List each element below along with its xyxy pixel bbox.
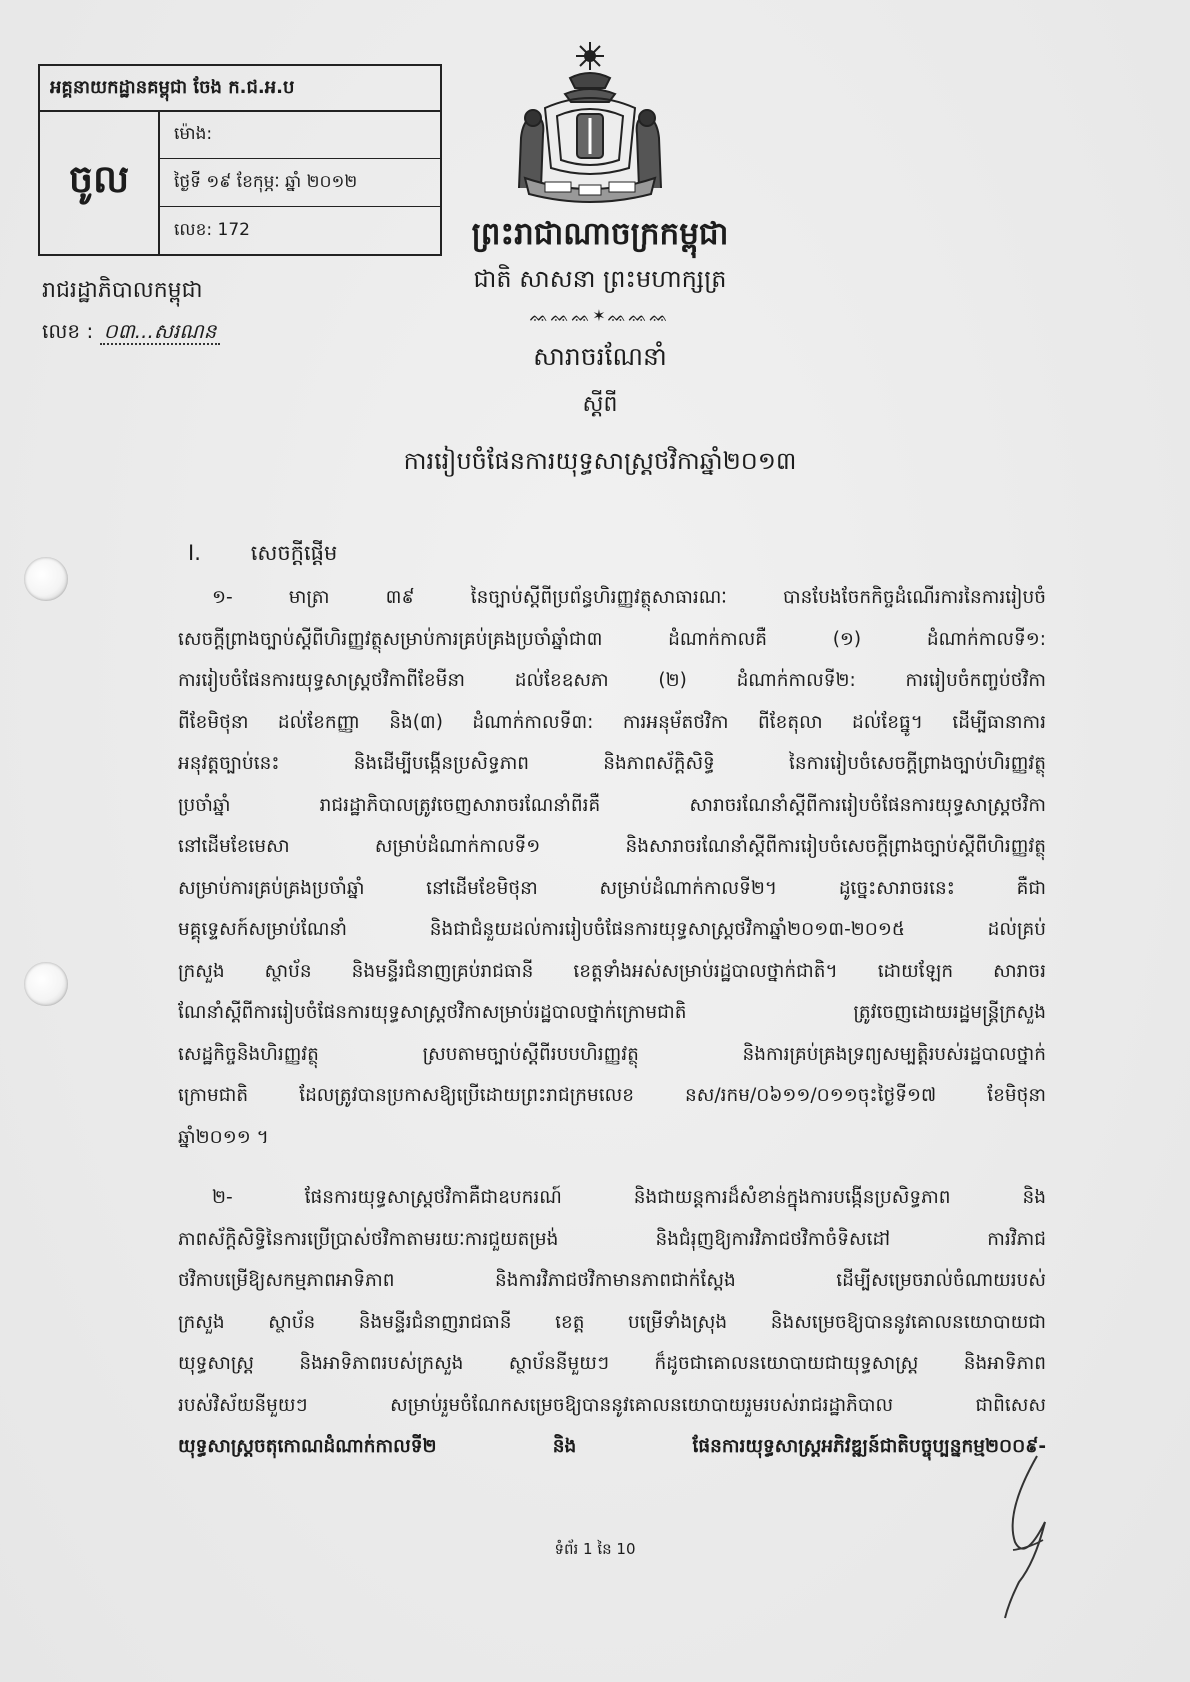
kingdom-name: ព្រះរាជាណាចក្រកម្ពុជា [471, 216, 729, 252]
paragraph-line: អនុវត្តច្បាប់នេះ និងដើម្បីបង្កើនប្រសិទ្ធភាព និងភាពស័ក្តិសិទ្ធិ នៃការរៀបចំសេចក្តីព្រាងច្បាប់ហិរញ្ញវត្ថុ [178, 753, 1046, 774]
section-heading [188, 540, 337, 571]
stamp-number: លេខ: 172 [174, 219, 250, 240]
document-number-value: ០៣...សរណន [100, 319, 221, 345]
document-subject-title: ការរៀបចំផែនការយុទ្ធសាស្ត្រថវិកាឆ្នាំ២០១៣ [403, 447, 797, 475]
stamp-date: ថ្ងៃទី ១៩ ខែកុម្ភៈ ឆ្នាំ ២០១២ [160, 160, 440, 207]
punch-hole-bottom [24, 962, 68, 1006]
paragraph-line: របស់វិស័យនីមួយៗ សម្រាប់រួមចំណែកសម្រេចឱ្យបាននូវគោលនយោបាយរួមរបស់រាជរដ្ឋាភិបាល ជាពិសេស [178, 1394, 1046, 1416]
paragraph-line: នៅដើមខែមេសា សម្រាប់ដំណាក់កាលទី១ និងសារាចរណែនាំស្តីពីការរៀបចំសេចក្តីព្រាងច្បាប់ស្តីពីហិរញ្ញវត្ថុ [178, 836, 1046, 857]
paragraph-line: ឆ្នាំ២០១១ ។ [178, 1126, 269, 1148]
paragraph-line: សេដ្ឋកិច្ចនិងហិរញ្ញវត្ថុ ស្របតាមច្បាប់ស្តីពីរបបហិរញ្ញវត្ថុ និងការគ្រប់គ្រងទ្រព្យសម្បត្តិរបស់រដ្ឋបាលថ្នាក់ [178, 1043, 1046, 1065]
received-stamp [38, 64, 442, 256]
document-number [42, 318, 220, 348]
decorative-ornament: ᨐᨐᨐ✶ᨐᨐᨐ [529, 306, 671, 325]
paragraph-line: ការរៀបចំផែនការយុទ្ធសាស្ត្រថវិកាពីខែមីនា ដល់ខែឧសភា (២) ដំណាក់កាលទី២: ការរៀបចំកញ្ចប់ថវិកា [178, 670, 1046, 691]
punch-hole-top [24, 557, 68, 601]
paragraph-line: ២- ផែនការយុទ្ធសាស្ត្រថវិកាគឺជាឧបករណ៍ និងជាយន្តការដ៏សំខាន់ក្នុងការបង្កើនប្រសិទ្ធភាព និង [212, 1187, 1046, 1208]
paragraph-2 [178, 1177, 1046, 1468]
page-number: ទំព័រ 1 នៃ 10 [554, 1540, 636, 1558]
paragraph-line: សេចក្តីព្រាងច្បាប់ស្តីពីហិរញ្ញវត្ថុសម្រាប់ការគ្រប់គ្រងប្រចាំឆ្នាំជា៣ ដំណាក់កាលគឺ (១) ដំណាក់កាលទី១: [178, 628, 1046, 650]
paragraph-line: ណែនាំស្តីពីការរៀបចំផែនការយុទ្ធសាស្ត្រថវិកាសម្រាប់រដ្ឋបាលថ្នាក់ក្រោមជាតិ ត្រូវចេញដោយរដ្ឋមន្ត្រីក្រសួង [178, 1002, 1046, 1023]
paragraph-line: យុទ្ធសាស្ត្រ និងអាទិភាពរបស់ក្រសួង ស្ថាប័ននីមួយៗ ក៏ដូចជាគោលនយោបាយជាយុទ្ធសាស្ត្រ និងអាទិភាព [178, 1353, 1046, 1374]
paragraph-line: សម្រាប់ការគ្រប់គ្រងប្រចាំឆ្នាំ នៅដើមខែមិថុនា សម្រាប់ដំណាក់កាលទី២។ ដូច្នេះសារាចរនេះ គឺជា [178, 877, 1046, 899]
national-motto: ជាតិ សាសនា ព្រះមហាក្សត្រ [473, 265, 727, 293]
government-name: រាជរដ្ឋាភិបាលកម្ពុជា [42, 278, 203, 303]
paragraph-1 [178, 577, 1046, 1158]
section-title: សេចក្តីផ្តើម [250, 541, 338, 565]
document-number-label: លេខ : [42, 319, 94, 343]
paragraph-line: មគ្គុទ្ទេសក៍សម្រាប់ណែនាំ និងជាជំនួយដល់ការរៀបចំផែនការយុទ្ធសាស្ត្រថវិកាឆ្នាំ២០១៣-២០១៥ ដល់គ្រប់ [178, 919, 1046, 940]
signature-initials [985, 1452, 1065, 1622]
paragraph-line: ប្រចាំឆ្នាំ រាជរដ្ឋាភិបាលត្រូវចេញសារាចរណែនាំពីរគឺ សារាចរណែនាំស្តីពីការរៀបចំផែនការយុទ្ធសាស្ត្រថវិកា [178, 794, 1046, 816]
paragraph-line: ក្រសួង ស្ថាប័ន និងមន្ទីរជំនាញគ្រប់រាជធានី ខេត្តទាំងអស់សម្រាប់រដ្ឋបាលថ្នាក់ជាតិ។ ដោយឡែក សារាចរ [178, 960, 1046, 982]
stamp-incoming-label: ចូល [40, 112, 160, 254]
paragraph-line: ក្រោមជាតិ ដែលត្រូវបានប្រកាសឱ្យប្រើដោយព្រះរាជក្រមលេខ នស/រកម/០៦១១/០១១ចុះថ្ងៃទី១៧ ខែមិថុនា [178, 1085, 1046, 1106]
stamp-time: ម៉ោង: [160, 112, 440, 159]
section-number: I. [188, 541, 201, 565]
document-type-title: សារាចរណែនាំ [533, 342, 667, 371]
title-concerning: ស្តីពី [582, 392, 618, 417]
paragraph-line: ក្រសួង ស្ថាប័ន និងមន្ទីរជំនាញរាជធានី ខេត្ត បម្រើទាំងស្រុង និងសម្រេចឱ្យបាននូវគោលនយោបាយជា [178, 1311, 1046, 1333]
paragraph-line: ពីខែមិថុនា ដល់ខែកញ្ញា និង(៣) ដំណាក់កាលទី៣: ការអនុម័តថវិកា ពីខែតុលា ដល់ខែធ្នូ។ ដើម្បីធានាការ [178, 711, 1046, 733]
stamp-header: អគ្គនាយកដ្ឋានគម្ពុជា ចែង ក.ជ.អ.ប [40, 66, 440, 112]
paragraph-line: ថវិកាបម្រើឱ្យសកម្មភាពអាទិភាព និងការវិភាជថវិកាមានភាពជាក់ស្តែង ដើម្បីសម្រេចរាល់ចំណាយរបស់ [178, 1270, 1046, 1291]
royal-coat-of-arms-icon [505, 38, 675, 208]
paragraph-line: ១- មាត្រា ៣៩ នៃច្បាប់ស្តីពីប្រព័ន្ធហិរញ្ញវត្ថុសាធារណៈ បានបែងចែកកិច្ចដំណើរការនៃការរៀបចំ [212, 587, 1046, 608]
paragraph-line: យុទ្ធសាស្ត្រចតុកោណដំណាក់កាលទី២ និង ផែនការយុទ្ធសាស្ត្រអភិវឌ្ឍន៍ជាតិបច្ចុប្បន្នកម្ម២០០៩- [178, 1436, 1046, 1457]
paragraph-line: ភាពស័ក្តិសិទ្ធិនៃការប្រើប្រាស់ថវិកាតាមរយៈការជួយតម្រង់ និងជំរុញឱ្យការវិភាជថវិកាចំទិសដៅ ការវិភាជ [178, 1228, 1046, 1250]
